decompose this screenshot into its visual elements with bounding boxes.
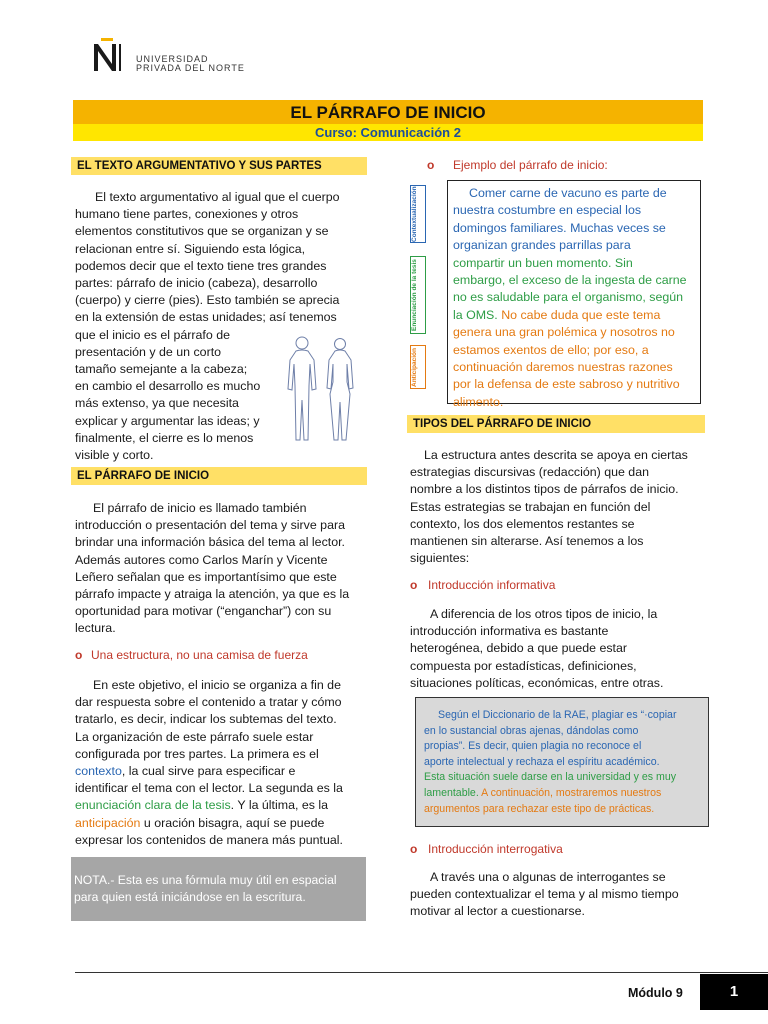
paragraph-tipos: La estructura antes descrita se apoya en ciertas estrategias discursivas (redacción) que dan nombre a los distintos tipos de párrafos de inicio. Estas estrategias se trabajan en función del contexto, los dos elementos restantes se mantienen sin alterarse. Así tenemos a los siguientes:: [410, 448, 688, 566]
paragraph-interrogativa: A través una o algunas de interrogantes se pueden contextualizar el tema y al mismo tiempo motivar al lector a cuestionarse.: [410, 870, 679, 919]
university-logo-icon: [92, 38, 132, 72]
term-enunciacion: enunciación clara de la tesis: [75, 798, 231, 813]
course-subtitle: Curso: Comunicación 2: [73, 124, 703, 141]
university-name: UNIVERSIDAD PRIVADA DEL NORTE: [136, 54, 245, 73]
tag-enunciacion-tesis: Enunciación de la tesis: [410, 256, 426, 334]
tag-contextualizacion: Contextualización: [410, 185, 426, 243]
term-anticipacion: anticipación: [75, 815, 141, 830]
rae-example-text: Según el Diccionario de la RAE, plagiar es “·copiar en lo sustancial obras ajenas, dándolas como propias”. Es decir, quien plagia no reconoce el aporte intelectual y rechaza el espíritu académico. Esta situación suele darse en la universidad y es muy lamentable. A continuación, mostraremos nuestros argumentos para rechazar este tipo de prácticas.: [424, 709, 677, 815]
bullet-circle-icon: o: [75, 648, 83, 662]
section-heading-texto-argumentativo: EL TEXTO ARGUMENTATIVO Y SUS PARTES: [71, 157, 367, 175]
page-number: 1: [700, 974, 768, 1010]
human-body-figures-icon: [278, 334, 366, 444]
footer-module: Módulo 9: [628, 986, 683, 1000]
bullet-ejemplo: o Ejemplo del párrafo de inicio:: [427, 158, 608, 172]
paragraph-informativa: A diferencia de los otros tipos de inicio, la introducción informativa es bastante heterogénea, debido a que puede estar compuesta por estadísticas, definiciones, situaciones políticas, económicas, entre otras.: [410, 607, 664, 690]
section-heading-tipos: TIPOS DEL PÁRRAFO DE INICIO: [407, 415, 705, 433]
bullet-circle-icon: o: [427, 158, 435, 172]
bullet-estructura: o Una estructura, no una camisa de fuerza: [75, 648, 308, 662]
example-text: Comer carne de vacuno es parte de nuestra costumbre en especial los domingos familiares. Muchas veces se organizan grandes parrillas para compartir un buen momento. Sin embargo, el exceso de la ingesta de carne no es saludable para el organismo, según la OMS. No cabe duda que este tema genera una gran polémica y nosotros no estamos exentos de ello; por eso, a continuación daremos nuestras razones por la defensa de este sabroso y nutritivo alimento.: [453, 186, 687, 409]
bullet-interrogativa: o Introducción interrogativa: [410, 842, 563, 856]
footer-divider: [75, 972, 768, 973]
section-heading-parrafo-inicio: EL PÁRRAFO DE INICIO: [71, 467, 367, 485]
term-contexto: contexto: [75, 764, 122, 779]
page-title: EL PÁRRAFO DE INICIO: [73, 100, 703, 124]
paragraph-estructura: En este objetivo, el inicio se organiza a fin de dar respuesta sobre el contenido a tratar y cómo tratarlo, es decir, indicar los subtemas del texto. La organización de este párrafo suele estar configurada por tres partes. La primera es el contexto, la cual sirve para especificar e identificar el tema con el lector. La segunda es la enunciación clara de la tesis. Y la última, es la anticipación u oración bisagra, aquí se puede expresar los contenidos de manera más puntual.: [75, 678, 343, 847]
bullet-circle-icon: o: [410, 578, 418, 592]
paragraph-parrafo-inicio: El párrafo de inicio es llamado también introducción o presentación del tema y sirve para brindar una información básica del tema al lector. Además autores como Carlos Marín y Vicente Leñero señalan que es importantísimo que este párrafo impacte y atraiga la atención, ya que es la oportunidad para motivar (“enganchar”) con su lectura.: [75, 501, 350, 636]
note-text: NOTA.- Esta es una fórmula muy útil en espacial para quien está iniciándose en la escritura.: [74, 873, 337, 904]
paragraph-texto-argumentativo: El texto argumentativo al igual que el cuerpo humano tiene partes, conexiones y otros elementos constitutivos que se organizan y se relacionan entre sí. Siguiendo esta lógica, podemos decir que el texto tiene tres grandes partes: párrafo de inicio (cabeza), desarrollo (cuerpo) y cierre (pies). Esto también se aprecia en la extensión de estas unidades; así tenemos que el inicio es el párrafo de presentación y de un corto tamaño semejante a la cabeza; en cambio el desarrollo es mucho más extenso, ya que necesita explicar y argumentar las ideas; y finalmente, el cierre es lo menos visible y corto.: [75, 190, 340, 463]
bullet-informativa: o Introducción informativa: [410, 578, 556, 592]
bullet-circle-icon: o: [410, 842, 418, 856]
tag-anticipacion: Anticipación: [410, 345, 426, 389]
